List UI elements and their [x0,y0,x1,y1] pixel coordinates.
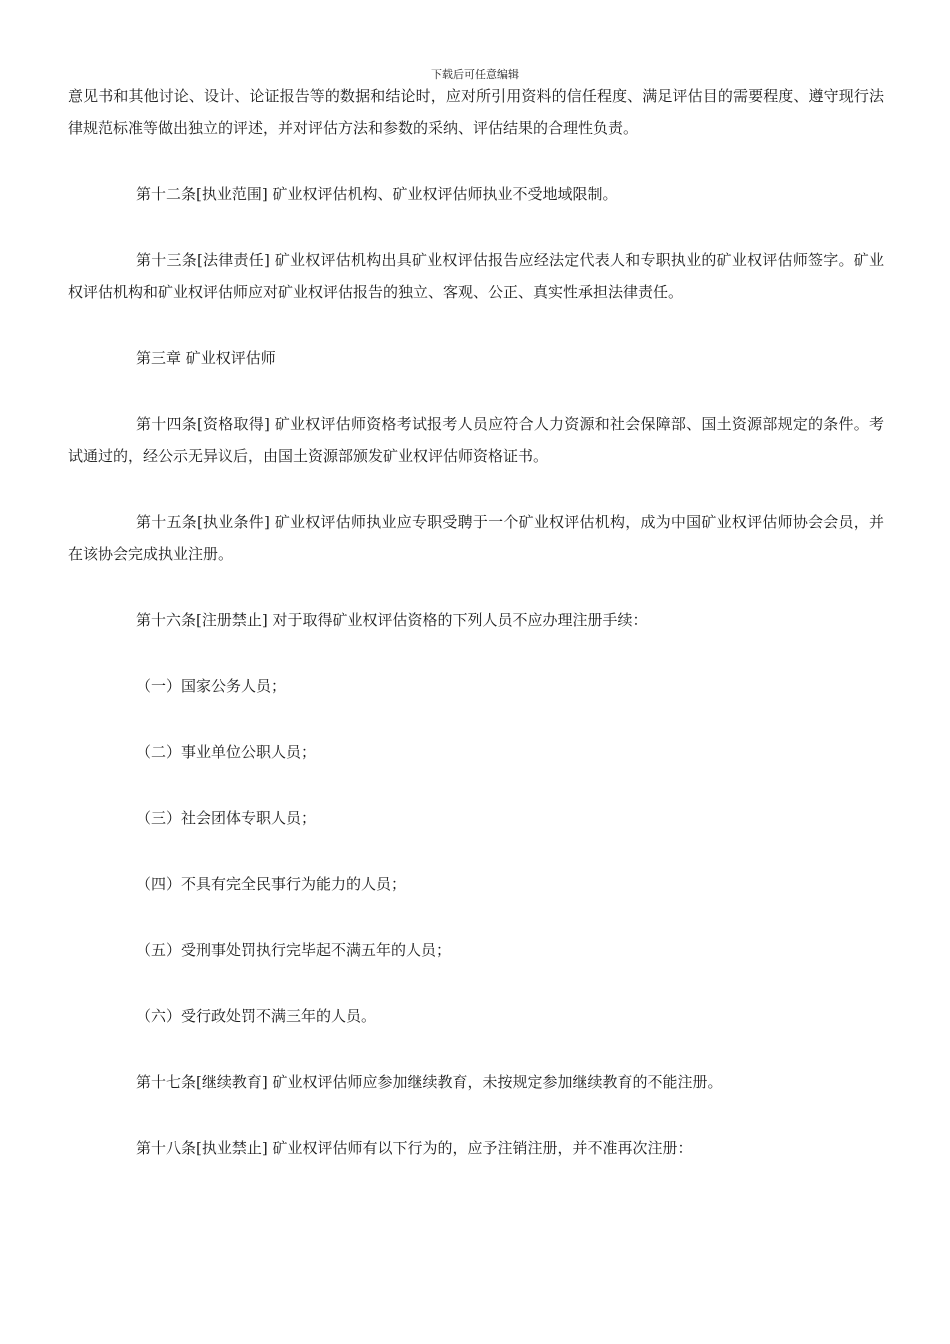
list-item-1: （一）国家公务人员； [136,677,287,695]
article-18: 第十八条[执业禁止] 矿业权评估师有以下行为的，应予注销注册，并不准再次注册： [136,1139,693,1157]
document-body [68,80,884,1164]
chapter-3-heading: 第三章 矿业权评估师 [136,349,276,367]
article-16: 第十六条[注册禁止] 对于取得矿业权评估资格的下列人员不应办理注册手续： [136,611,648,629]
list-item-6: （六）受行政处罚不满三年的人员。 [136,1007,377,1025]
article-14: 第十四条[资格取得] 矿业权评估师资格考试报考人员应符合人力资源和社会保障部、国土资源部规定的条件。考试通过的，经公示无异议后，由国土资源部颁发矿业权评估师资格证书。 [68,415,884,465]
list-item-5: （五）受刑事处罚执行完毕起不满五年的人员； [136,941,452,959]
article-17: 第十七条[继续教育] 矿业权评估师应参加继续教育，未按规定参加继续教育的不能注册。 [136,1073,723,1091]
article-12: 第十二条[执业范围] 矿业权评估机构、矿业权评估师执业不受地域限制。 [136,185,618,203]
list-item-3: （三）社会团体专职人员； [136,809,317,827]
list-item-2: （二）事业单位公职人员； [136,743,317,761]
list-item-4: （四）不具有完全民事行为能力的人员； [136,875,407,893]
article-15: 第十五条[执业条件] 矿业权评估师执业应专职受聘于一个矿业权评估机构，成为中国矿业权评估师协会会员，并在该协会完成执业注册。 [68,513,884,563]
header-note: 下载后可任意编辑 [431,68,519,81]
article-13: 第十三条[法律责任] 矿业权评估机构出具矿业权评估报告应经法定代表人和专职执业的矿业权评估师签字。矿业权评估机构和矿业权评估师应对矿业权评估报告的独立、客观、公正、真实性承担法律责任。 [68,251,884,301]
paragraph-continuation: 意见书和其他讨论、设计、论证报告等的数据和结论时，应对所引用资料的信任程度、满足评估目的需要程度、遵守现行法律规范标准等做出独立的评述，并对评估方法和参数的采纳、评估结果的合理性负责。 [68,87,884,137]
